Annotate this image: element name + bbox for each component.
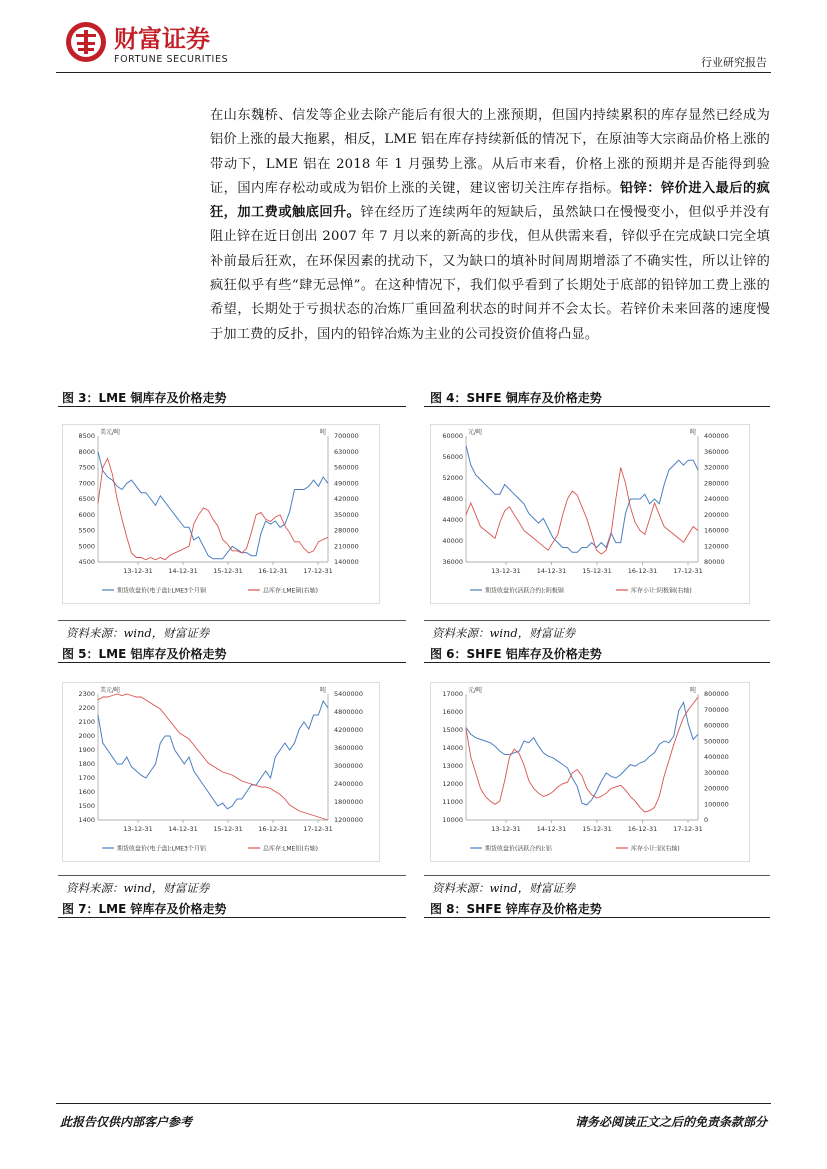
stock-series-line	[466, 468, 698, 555]
chart-shfe-copper-svg	[430, 424, 750, 604]
body-text-2: 锌在经历了连续两年的短缺后，虽然缺口在慢慢变小，但似乎并没有阻止锌在近日创出 2007 年 7 月以来的新高的步伐，但从供需来看，锌似乎在完成缺口完全填补前最后狂欢，在环保因素的扰动下，又为缺口的填补时间周期增添了不确实性，所以让锌的疯狂似乎有些“肆无忌惮”。在这种情况下，我们似乎看到了长期处于底部的铅锌加工费上涨的希望，长期处于亏损状态的冶炼厂重回盈利状态的时间并不会太长。若锌价未来回落的速度慢于加工费的反扑，国内的铅锌冶炼为主业的公司投资价值将凸显。	[210, 205, 771, 342]
right-tick-label: 400000	[704, 753, 729, 761]
right-tick-label: 490000	[334, 479, 359, 488]
left-tick-label: 2200	[78, 704, 95, 712]
left-tick-label: 48000	[442, 495, 463, 503]
chart-shfe-copper	[430, 424, 750, 604]
right-tick-label: 140000	[334, 558, 359, 566]
x-tick-label: 17-12-31	[673, 825, 703, 833]
legend-label: 期货收盘价(活跃合约):铝	[485, 845, 552, 853]
x-tick-label: 15-12-31	[582, 567, 612, 575]
left-tick-label: 6500	[78, 495, 95, 503]
right-tick-label: 280000	[334, 526, 359, 535]
left-unit: 元/吨	[468, 429, 483, 436]
left-tick-label: 44000	[442, 516, 463, 524]
right-tick-label: 210000	[334, 542, 359, 551]
brand-en: FORTUNE SECURITIES	[114, 54, 229, 65]
left-unit: 美元/吨	[100, 429, 121, 436]
left-tick-label: 1800	[78, 760, 95, 768]
left-unit: 美元/吨	[100, 687, 121, 694]
fig6-source: 资料来源：wind，财富证券	[432, 881, 576, 895]
left-tick-label: 13000	[442, 762, 463, 770]
x-tick-label: 16-12-31	[258, 825, 288, 833]
right-unit: 吨	[319, 687, 326, 694]
fig3-bottom-rule	[58, 620, 406, 621]
brand-logo	[64, 20, 244, 72]
left-tick-label: 17000	[442, 690, 463, 698]
fig8-rule	[424, 917, 770, 918]
x-tick-label: 15-12-31	[213, 567, 243, 575]
x-tick-label: 13-12-31	[123, 825, 153, 833]
body-bold-heading: 铅锌：锌价进入最后的疯狂，加工费或触底回升。	[210, 180, 771, 221]
left-tick-label: 40000	[442, 537, 463, 545]
right-tick-label: 630000	[334, 447, 359, 456]
right-tick-label: 2400000	[334, 780, 363, 788]
chart-frame	[431, 683, 750, 862]
chart-lme-copper-svg	[62, 424, 380, 604]
right-tick-label: 160000	[704, 526, 729, 535]
price-series-line	[466, 702, 698, 805]
right-tick-label: 5400000	[334, 690, 363, 698]
right-tick-label: 4200000	[334, 726, 363, 734]
legend-label: 库存小计:铝(右轴)	[631, 845, 680, 853]
x-tick-label: 16-12-31	[258, 567, 288, 575]
fig4-source: 资料来源：wind，财富证券	[432, 626, 576, 640]
x-tick-label: 14-12-31	[168, 825, 198, 833]
fig5-rule	[58, 662, 406, 663]
left-tick-label: 1900	[78, 746, 95, 754]
legend-label: 库存小计:阴极铜(右轴)	[631, 587, 692, 595]
fig4-bottom-rule	[424, 620, 770, 621]
left-tick-label: 16000	[442, 708, 463, 716]
fig6-bottom-rule	[424, 875, 770, 876]
right-tick-label: 300000	[704, 768, 729, 777]
right-tick-label: 200000	[704, 510, 729, 519]
fig5-bottom-rule	[58, 875, 406, 876]
fig6-title: 图 6：SHFE 铝库存及价格走势	[430, 647, 602, 661]
fig7-rule	[58, 917, 406, 918]
left-tick-label: 2000	[78, 732, 95, 740]
legend-label: 期货收盘价(活跃合约):阴极铜	[485, 587, 564, 595]
footer-divider	[56, 1103, 771, 1104]
body-paragraph	[210, 104, 770, 347]
x-tick-label: 15-12-31	[213, 825, 243, 833]
legend-label: 期货收盘价(电子盘):LME3个月铜	[117, 587, 206, 595]
left-tick-label: 6000	[78, 510, 95, 519]
chart-frame	[431, 425, 750, 604]
chart-frame	[63, 425, 380, 604]
left-tick-label: 14000	[442, 744, 463, 752]
left-tick-label: 8500	[78, 432, 95, 440]
left-unit: 元/吨	[468, 687, 483, 694]
left-tick-label: 11000	[442, 798, 463, 806]
right-unit: 吨	[689, 429, 696, 436]
x-tick-label: 13-12-31	[491, 825, 521, 833]
left-tick-label: 5500	[78, 526, 95, 535]
left-tick-label: 1600	[78, 788, 95, 796]
header-divider	[56, 72, 771, 73]
stock-series-line	[466, 697, 698, 812]
footer-disclaimer-left: 此报告仅供内部客户参考	[60, 1115, 193, 1129]
left-tick-label: 8000	[78, 447, 95, 456]
left-tick-label: 10000	[442, 816, 463, 824]
right-tick-label: 400000	[704, 432, 729, 440]
x-tick-label: 14-12-31	[536, 825, 567, 833]
fig6-rule	[424, 662, 770, 663]
right-tick-label: 200000	[704, 784, 729, 793]
right-tick-label: 560000	[334, 463, 359, 472]
right-tick-label: 3600000	[334, 744, 363, 752]
right-tick-label: 700000	[334, 432, 359, 440]
x-tick-label: 15-12-31	[582, 825, 612, 833]
right-tick-label: 1200000	[334, 816, 363, 824]
right-tick-label: 100000	[704, 800, 729, 809]
right-tick-label: 0	[704, 816, 709, 824]
right-tick-label: 240000	[704, 495, 729, 503]
right-unit: 吨	[319, 429, 326, 436]
chart-shfe-aluminium-svg	[430, 682, 750, 862]
x-tick-label: 13-12-31	[491, 567, 521, 575]
x-tick-label: 17-12-31	[673, 567, 703, 575]
right-tick-label: 800000	[704, 690, 729, 698]
body-text-1: 在山东魏桥、信发等企业去除产能后有很大的上涨预期，但国内持续累积的库存显然已经成为铝价上涨的最大拖累，相反，LME 铝在库存持续新低的情况下，在原油等大宗商品价格上涨的带动下，LME 铝在 2018 年 1 月强势上涨。从后市来看，价格上涨的预期并是否能得到验证，国内库存松动或成为铝价上涨的关键，建议密切关注库存指标。	[210, 108, 770, 196]
x-tick-label: 14-12-31	[168, 567, 198, 575]
right-tick-label: 1800000	[334, 798, 363, 806]
right-tick-label: 700000	[704, 705, 729, 714]
fig5-source: 资料来源：wind，财富证券	[66, 881, 210, 895]
fig8-title: 图 8：SHFE 锌库存及价格走势	[430, 902, 602, 916]
left-tick-label: 5000	[78, 542, 95, 551]
fig3-title: 图 3：LME 铜库存及价格走势	[62, 391, 227, 405]
stock-series-line	[98, 694, 328, 820]
x-tick-label: 16-12-31	[627, 825, 658, 833]
footer-disclaimer-right: 请务必阅读正文之后的免责条款部分	[574, 1115, 767, 1129]
x-tick-label: 17-12-31	[303, 567, 333, 575]
right-tick-label: 80000	[704, 558, 725, 566]
right-tick-label: 600000	[704, 721, 729, 730]
chart-frame	[63, 683, 380, 862]
x-tick-label: 17-12-31	[303, 825, 333, 833]
right-tick-label: 120000	[704, 542, 729, 551]
left-tick-label: 1500	[78, 802, 95, 810]
left-tick-label: 12000	[442, 780, 463, 788]
right-tick-label: 420000	[334, 495, 359, 503]
right-tick-label: 320000	[704, 463, 729, 472]
legend-label: 总库存:LME铝(右轴)	[263, 845, 319, 853]
right-unit: 吨	[689, 687, 696, 694]
right-tick-label: 360000	[704, 447, 729, 456]
right-tick-label: 500000	[704, 737, 729, 746]
right-tick-label: 4800000	[334, 708, 363, 716]
chart-lme-copper	[62, 424, 380, 604]
report-category: 行业研究报告	[701, 56, 767, 69]
left-tick-label: 36000	[442, 558, 463, 566]
right-tick-label: 280000	[704, 479, 729, 488]
right-tick-label: 350000	[334, 510, 359, 519]
left-tick-label: 7500	[78, 463, 95, 472]
chart-shfe-aluminium	[430, 682, 750, 862]
fig5-title: 图 5：LME 铝库存及价格走势	[62, 647, 227, 661]
right-tick-label: 3000000	[334, 762, 363, 770]
fortune-securities-logo	[64, 20, 244, 68]
brand-cn: 财富证券	[114, 25, 210, 53]
left-tick-label: 52000	[442, 474, 463, 482]
chart-lme-aluminium	[62, 682, 380, 862]
left-tick-label: 2100	[78, 718, 95, 726]
price-series-line	[466, 446, 698, 553]
left-tick-label: 4500	[78, 558, 95, 566]
price-series-line	[98, 701, 328, 809]
left-tick-label: 2300	[78, 690, 95, 698]
x-tick-label: 14-12-31	[536, 567, 567, 575]
fig3-rule	[58, 406, 406, 407]
left-tick-label: 15000	[442, 726, 463, 734]
fig4-rule	[424, 406, 770, 407]
fig7-title: 图 7：LME 锌库存及价格走势	[62, 902, 227, 916]
legend-label: 总库存:LME铜(右轴)	[263, 587, 319, 595]
fig3-source: 资料来源：wind，财富证券	[66, 626, 210, 640]
stock-series-line	[98, 459, 328, 560]
x-tick-label: 13-12-31	[123, 567, 153, 575]
legend-label: 期货收盘价(电子盘):LME3个月铝	[117, 845, 206, 853]
left-tick-label: 60000	[442, 432, 463, 440]
left-tick-label: 1700	[78, 774, 95, 782]
fig4-title: 图 4：SHFE 铜库存及价格走势	[430, 391, 602, 405]
left-tick-label: 1400	[78, 816, 95, 824]
left-tick-label: 7000	[78, 479, 95, 488]
x-tick-label: 16-12-31	[627, 567, 658, 575]
chart-lme-aluminium-svg	[62, 682, 380, 862]
left-tick-label: 56000	[442, 453, 463, 461]
price-series-line	[98, 452, 328, 559]
